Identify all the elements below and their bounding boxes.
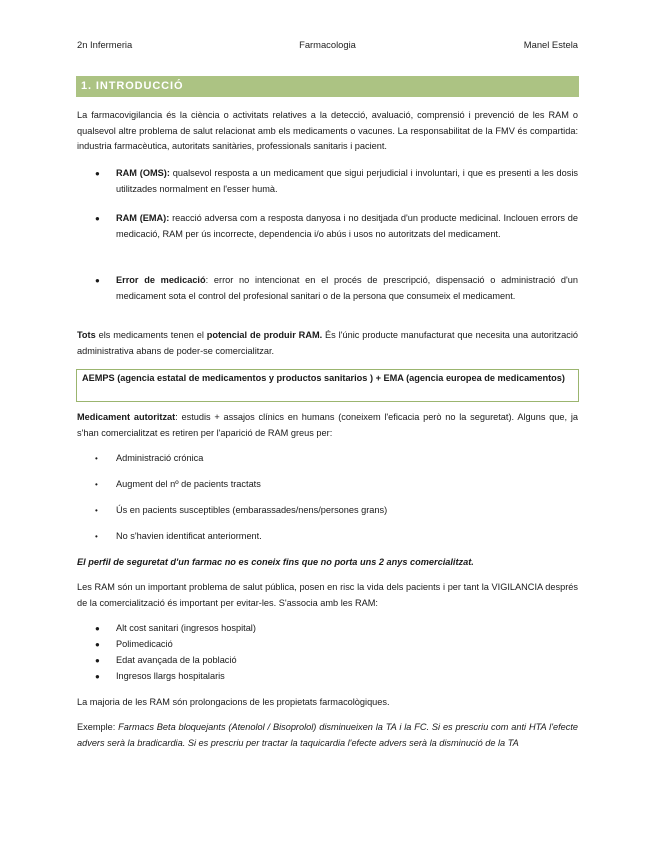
exemple-text: Farmacs Beta bloquejants (Atenolol / Bisoprolol) disminueixen la TA i la FC. Si es prescriu com anti HTA l'efecte advers serà la bradicardia. Si es prescriu per tractar la taquicardia l'efecte advers serà la disminució de la TA [77,722,578,748]
intro-paragraph: La farmacovigilancia és la ciència o activitats relatives a la detecció, avaluació, comprensió i prevenció de les RAM o qualsevol altre problema de salut relacionat amb els medicaments o vacunes. La responsabilitat de la FMV és compartida: industria farmacèutica, autoritats sanitàries, professionals sanitaris i pacient. [77,110,578,152]
tots-bold-2: potencial de produir RAM. [206,330,323,340]
bullet-marker: • [95,532,98,541]
exemple-label: Exemple: [77,722,116,732]
reason-item: Augment del nº de pacients tractats [116,479,261,489]
bullet-marker: ● [95,640,100,649]
bullet-marker: ● [95,169,100,178]
definition-term: RAM (OMS): [116,168,170,178]
risk-item: Alt cost sanitari (ingresos hospital) [116,623,256,633]
section-heading: 1. INTRODUCCIÓ [76,76,579,97]
reason-item: Administració crónica [116,453,204,463]
bullet-marker: ● [95,624,100,633]
definition-ram-ema [116,211,578,242]
header-course: 2n Infermeria [77,39,133,50]
definition-text: : error no intencionat en el procés de prescripció, dispensació o administració d'un medicament sota el control del profesional sanitari o de la persona que consumeix el medicament. [116,275,579,301]
definition-text: reacció adversa com a resposta danyosa i no desitjada d'un producte medicinal. Inclouen errors de medicació, RAM per ús incorrecte, dependencia i/o abús i usos no autoritzats del medicament. [116,213,578,239]
definition-term: Error de medicació [116,275,206,285]
definition-text: qualsevol resposta a un medicament que sigui perjudicial i involuntari, i que es presenti a les dosis utilitzades normalment en l'esser humà. [116,168,578,194]
header-subject: Farmacologia [299,39,356,50]
tots-paragraph [77,328,578,359]
bullet-marker: ● [95,276,100,285]
autoritzat-term: Medicament autoritzat [77,412,176,422]
problema-paragraph: Les RAM són un important problema de salut pública, posen en risc la vida dels pacients i per tant la VIGILANCIA després de la comercialització és important per evitar-les. S'associa amb les RAM: [77,582,578,608]
header-author: Manel Estela [523,39,578,50]
tots-text-2: És l'únic producte manufacturat que necesita una autorització administrativa abans de poder-se comercialitzar. [77,330,578,356]
majoria-paragraph: La majoria de les RAM són prolongacions de les propietats farmacològiques. [77,697,390,707]
agencies-box: AEMPS (agencia estatal de medicamentos y productos sanitarios ) + EMA (agencia europea de medicamentos) [76,369,579,402]
bullet-marker: • [95,506,98,515]
reason-item: No s'havien identificat anteriorment. [116,531,262,541]
risk-item: Edat avançada de la població [116,655,237,665]
tots-bold-1: Tots [77,330,96,340]
bullet-marker: ● [95,672,100,681]
bullet-marker: ● [95,214,100,223]
bullet-marker: • [95,480,98,489]
bullet-marker: • [95,454,98,463]
exemple-paragraph [77,720,578,751]
risk-item: Ingresos llargs hospitalaris [116,671,225,681]
reason-item: Ús en pacients susceptibles (embarassades/nens/persones grans) [116,505,388,515]
risk-item: Polimedicació [116,639,173,649]
perfil-statement: El perfil de seguretat d'un farmac no es coneix fins que no porta uns 2 anys comercialitzat. [77,557,474,567]
definition-term: RAM (EMA): [116,213,170,223]
definition-error-medicacio [116,273,578,304]
tots-text-1: els medicaments tenen el [95,330,207,340]
bullet-marker: ● [95,656,100,665]
autoritzat-text: : estudis + assajos clínics en humans (coneixem l'eficacia però no la seguretat). Alguns que, ja s'han comercialitzat es retiren per l'aparició de RAM greus per: [77,412,578,438]
autoritzat-paragraph [77,410,578,441]
definition-ram-oms [116,166,578,197]
page-header [77,39,578,53]
